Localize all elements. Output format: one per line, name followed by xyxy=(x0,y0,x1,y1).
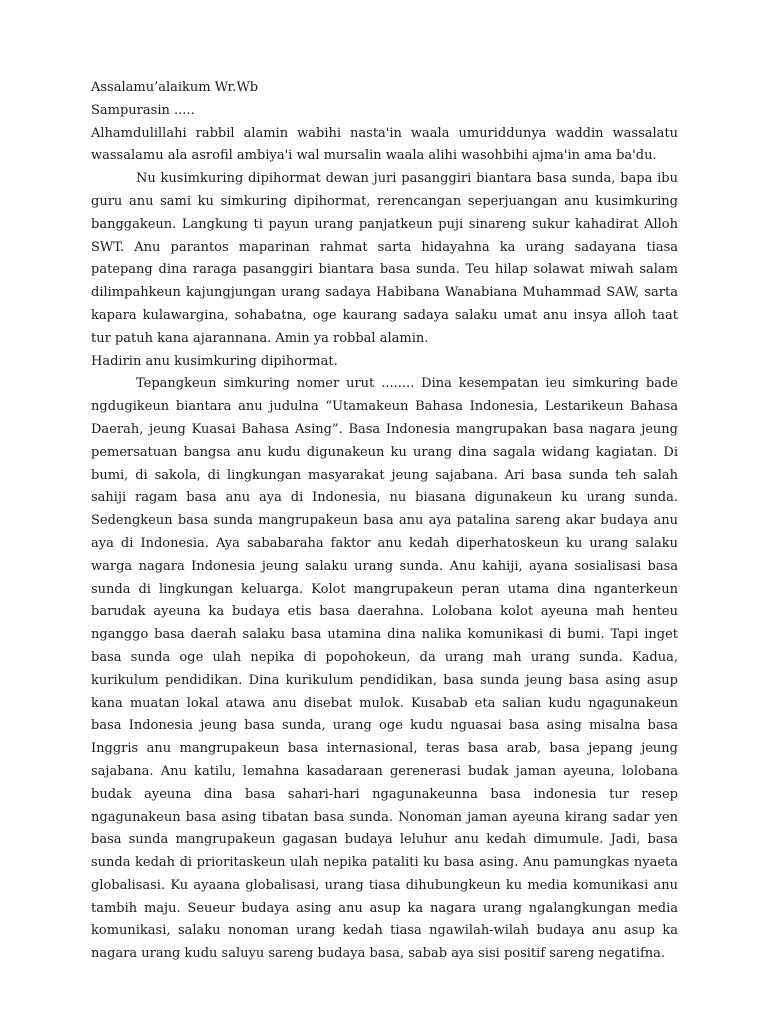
greeting: Assalamu’alaikum Wr.Wb xyxy=(91,80,259,95)
speech-text xyxy=(91,77,678,966)
paragraph-greeting-audience: Nu kusimkuring dipihormat dewan juri pasanggiri biantara basa sunda, bapa ibu guru anu sami ku simkuring dipihormat, rerencangan seperjuangan anu kusimkuring banggakeun. Langkung ti payun urang panjatkeun puji sinareng sukur kahadirat Alloh SWT. Anu parantos maparinan rahmat sarta hidayahna ka urang sadayana tiasa patepang dina raraga pasanggiri biantara basa sunda. Teu hilap solawat miwah salam dilimpahkeun kajungjungan urang sadaya Habibana Wanabiana Muhammad SAW, sarta kapara kulawargina, sohabatna, oge kaurang sadaya salaku umat anu insya alloh taat tur patuh kana ajarannana. Amin ya robbal alamin. xyxy=(91,171,678,346)
address-line: Hadirin anu kusimkuring dipihormat. xyxy=(91,353,338,369)
paragraph-main-speech: Tepangkeun simkuring nomer urut ........ Dina kesempatan ieu simkuring bade ngdugikeun biantara anu judulna “Utamakeun Bahasa Indonesia, Lestarikeun Bahasa Daerah, jeung Kuasai Bahasa Asing”. Basa Indonesia mangrupakan basa nagara jeung pemersatuan bangsa anu kudu digunakeun ku urang dina sagala widang kagiatan. Di bumi, di sakola, di lingkungan masyarakat jeung sajabana. Ari basa sunda teh salah sahiji ragam basa anu aya di Indonesia, nu biasana digunakeun ku urang sunda. Sedengkeun basa sunda mangrupakeun basa anu aya patalina sareng akar budaya anu aya di Indonesia. Aya sababaraha faktor anu kedah diperhatoskeun ku urang salaku warga nagara Indonesia jeung salaku urang sunda. Anu kahiji, ayana sosialisasi basa sunda di lingkungan keluarga. Kolot mangrupakeun peran utama dina nganterkeun barudak ayeuna ka budaya etis basa daerahna. Lolobana kolot ayeuna mah henteu nganggo basa daerah salaku basa utamina dina nalika komunikasi di bumi. Tapi inget basa sunda oge ulah nepika di popohokeun, da urang mah urang sunda. Kadua, kurikulum pendidikan. Dina kurikulum pendidikan, basa sunda jeung basa asing asup kana muatan lokal atawa anu disebat mulok. Kusabab eta salian kudu ngagunakeun basa Indonesia jeung basa sunda, urang oge kudu nguasai basa asing misalna basa Inggris anu mangrupakeun basa internasional, teras basa arab, basa jepang jeung sajabana. Anu katilu, lemahna kasadaraan gerenerasi budak jaman ayeuna, lolobana budak ayeuna dina basa sahari-hari ngagunakeunna basa indonesia tur resep ngagunakeun basa asing tibatan basa sunda. Nonoman jaman ayeuna kirang sadar yen basa sunda mangrupakeun gagasan budaya leluhur anu kedah dimumule. Jadi, basa sunda kedah di prioritaskeun ulah nepika pataliti ku basa asing. Anu pamungkas nyaeta globalisasi. Ku ayaana globalisasi, urang tiasa dihubungkeun ku media komunikasi anu tambih maju. Seueur budaya asing anu asup ka nagara urang ngalangkungan media komunikasi, salaku nonoman urang kedah tiasa ngawilah-wilah budaya anu asup ka nagara urang kudu saluyu sareng budaya basa, sabab aya sisi positif sareng negatifna. xyxy=(91,376,678,962)
opening: Sampurasin ..... xyxy=(91,102,195,118)
praise-paragraph: Alhamdulillahi rabbil alamin wabihi nasta'in waala umuriddunya waddin wassalatu wassalamu ala asrofil ambiya'i wal mursalin waala alihi wasohbihi ajma'in ama ba'du. xyxy=(91,125,678,164)
